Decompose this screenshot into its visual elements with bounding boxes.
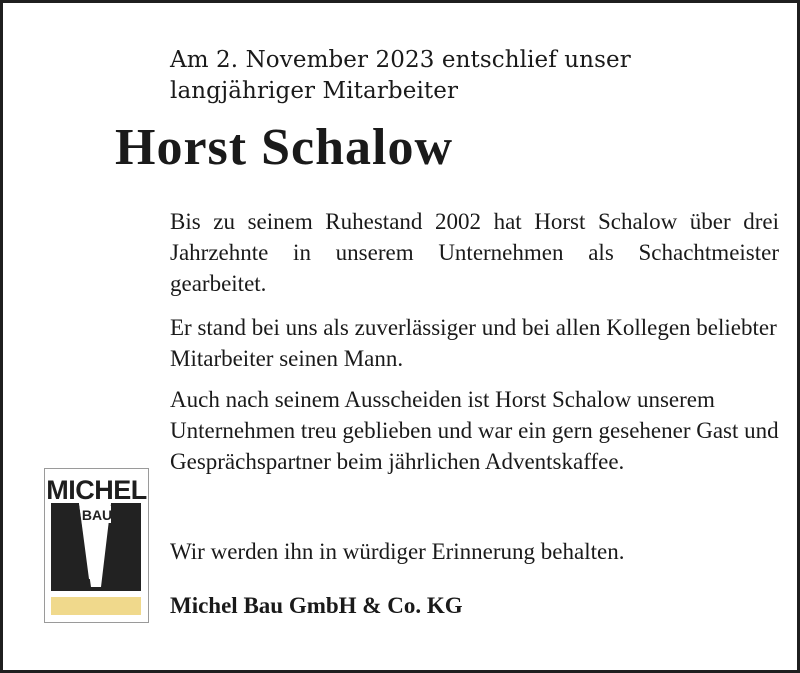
logo-subtext: BAU [81, 507, 113, 523]
logo-emblem [45, 469, 148, 622]
company-logo [44, 468, 149, 623]
paragraph-colleague: Er stand bei uns als zuverlässiger und bei allen Kollegen beliebter Mitarbeiter seinen Mann. [170, 315, 777, 371]
deceased-name: Horst Schalow [115, 119, 453, 176]
intro-text: Am 2. November 2023 entschlief unser langjähriger Mitarbeiter [170, 47, 631, 104]
obituary-notice [3, 3, 797, 670]
paragraph-remembrance: Wir werden ihn in würdiger Erinnerung behalten. [170, 539, 625, 564]
paragraph-career: Bis zu seinem Ruhestand 2002 hat Horst Schalow über drei Jahrzehnte in unserem Unternehmen als Schachtmeister gearbeitet. [170, 209, 779, 296]
company-signature: Michel Bau GmbH & Co. KG [170, 593, 463, 618]
paragraph-retirement: Auch nach seinem Ausscheiden ist Horst Schalow unserem Unternehmen treu geblieben und war ein gern gesehener Gast und Gesprächspartner beim jährlichen Adventskaffee. [170, 387, 779, 474]
logo-wordmark: MICHEL [46, 475, 147, 505]
